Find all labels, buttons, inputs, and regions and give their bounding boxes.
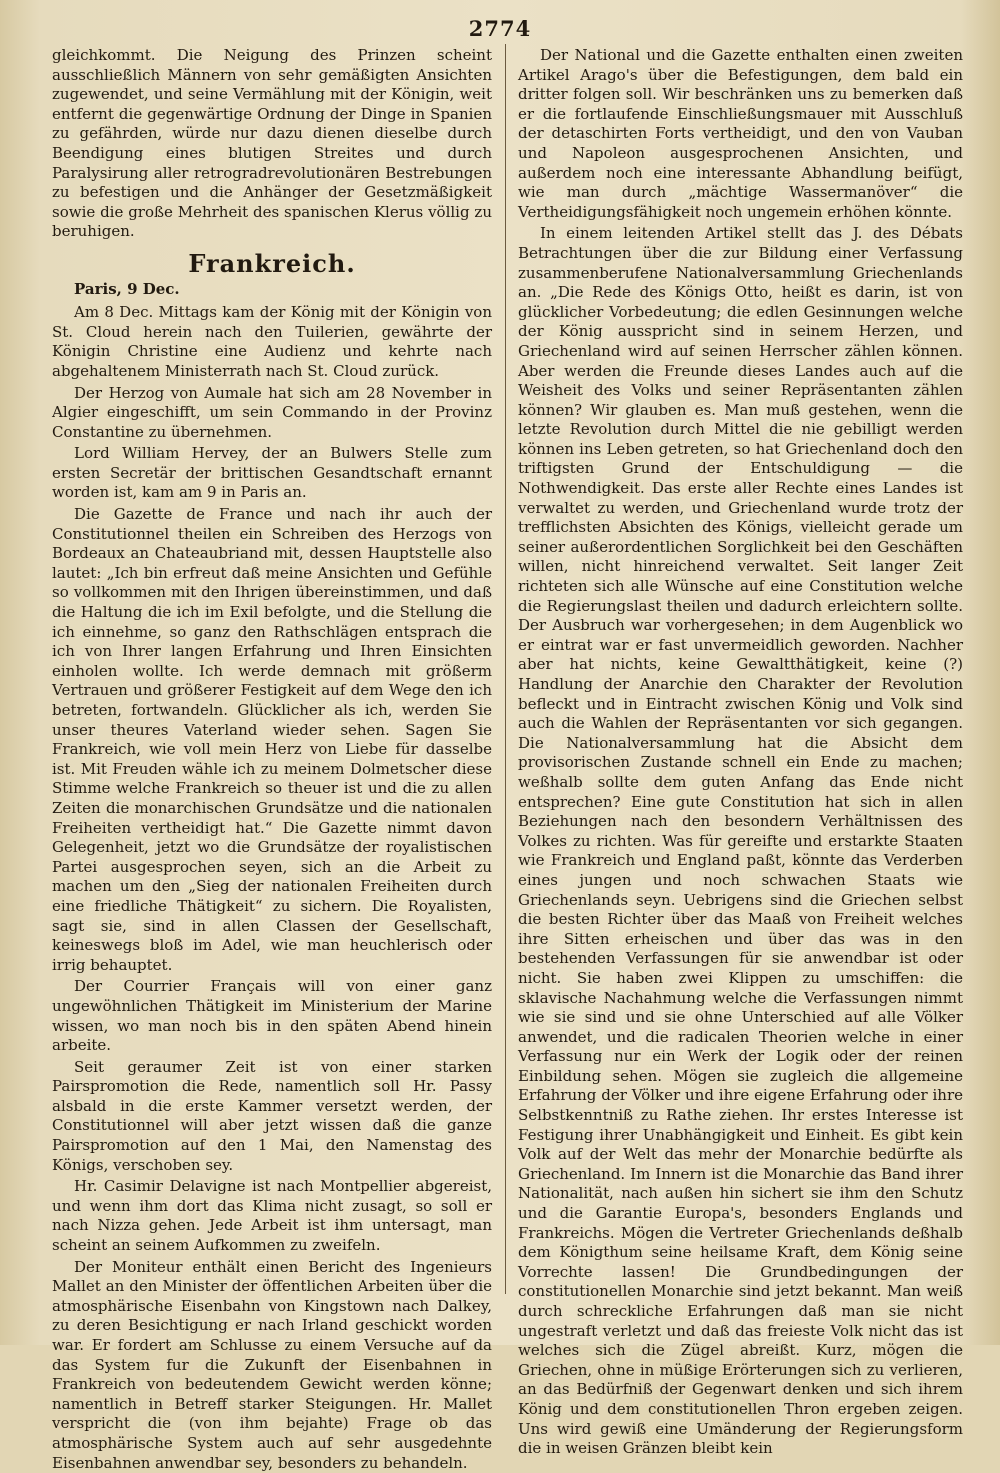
article-paragraph: Die Gazette de France und nach ihr auch der Constitutionnel theilen ein Schreiben des Herzogs von Bordeaux an Chateaubriand mit, dessen Hauptstelle also lautet: „Ich bin erfreut daß meine Ansichten und Gefühle so vollkommen mit den Ihrigen übereinstimmen, und daß die Haltung die ich im Exil befolgte, und die Stellung die ich einnehme, so ganz den Rathschlägen entsprach die ich von Ihrer langen Erfahrung und Ihren Einsichten einholen wollte. Ich werde demnach mit größerm Vertrauen und größerer Festigkeit auf dem Wege den ich betreten, fortwandeln. Glücklicher als ich, werden Sie unser theures Vaterland wieder sehen. Sagen Sie Frankreich, wie voll mein Herz von Liebe für dasselbe ist. Mit Freuden wähle ich zu meinem Dolmetscher diese Stimme welche Frankreich so theuer ist und die zu allen Zeiten die monarchischen Grundsätze und die nationalen Freiheiten vertheidigt hat.“ Die Gazette nimmt davon Gelegenheit, jetzt wo die Grundsätze der royalistischen Partei ausgesprochen seyen, sich an die Arbeit zu machen um den „Sieg der nationalen Freiheiten durch eine friedliche Thätigkeit“ zu sichern. Die Royalisten, sagt sie, sind in allen Classen der Gesellschaft, keineswegs bloß im Adel, wie man heuchlerisch oder irrig behauptet. xyxy=(52,505,492,974)
page-number: 2774 xyxy=(468,16,532,41)
article-paragraph: Der Herzog von Aumale hat sich am 28 November in Algier eingeschifft, um sein Commando in der Provinz Constantine zu übernehmen. xyxy=(52,383,492,441)
article-paragraph: Der Moniteur enthält einen Bericht des Ingenieurs Mallet an den Minister der öffentlichen Arbeiten über die atmosphärische Eisenbahn von Kingstown nach Dalkey, zu deren Besichtigung er nach Irland geschickt worden war. Er fordert am Schlusse zu einem Versuche auf da das System fur die Zukunft der Eisenbahnen in Frankreich von bedeutendem Gewicht werden könne; namentlich in Betreff starker Steigungen. Hr. Mallet verspricht die (von ihm bejahte) Frage ob das atmosphärische System auch auf sehr ausgedehnte Eisenbahnen anwendbar sey, besonders zu behandeln. xyxy=(52,1257,492,1472)
right-column xyxy=(518,46,963,1458)
dateline: Paris, 9 Dec. xyxy=(74,279,180,298)
left-column xyxy=(52,46,492,1472)
article-paragraph: Der Courrier Français will von einer ganz ungewöhnlichen Thätigkeit im Ministerium der Marine wissen, wo man noch bis in den späten Abend hinein arbeite. xyxy=(52,977,492,1055)
article-paragraph: In einem leitenden Artikel stellt das J. des Débats Betrachtungen über die zur Bildung einer Verfassung zusammenberufene Nationalversammlung Griechenlands an. „Die Rede des Königs Otto, heißt es darin, ist von glücklicher Vorbedeutung; die edlen Gesinnungen welche der König ausspricht sind in seinem Herzen, und Griechenland wird auf seinen Herrscher zählen können. Aber werden die Freunde dieses Landes auch auf die Weisheit des Volks und seiner Repräsentanten zählen können? Wir glauben es. Man muß gestehen, wenn die letzte Revolution durch Mittel die nie gebilligt werden können ins Leben getreten, so hat Griechenland doch den triftigsten Grund der Entschuldigung — die Nothwendigkeit. Das erste aller Rechte eines Landes ist verwaltet zu werden, und Griechenland wurde trotz der trefflichsten Absichten des Königs, vielleicht gerade um seiner außerordentlichen Sorglichkeit bei den Geschäften willen, nicht hinreichend verwaltet. Seit langer Zeit richteten sich alle Wünsche auf eine Constitution welche die Regierungslast theilen und dadurch erleichtern sollte. Der Ausbruch war vorhergesehen; in dem Augenblick wo er eintrat war er fast unvermeidlich geworden. Nachher aber hat nichts, keine Gewaltthätigkeit, keine (?) Handlung der Anarchie den Charakter der Revolution befleckt und in Eintracht zwischen König und Volk sind auch die Wahlen der Repräsentanten vor sich gegangen. Die Nationalversammlung hat die Absicht dem provisorischen Zustande schnell ein Ende zu machen; weßhalb sollte dem guten Anfang das Ende nicht entsprechen? Eine gute Constitution hat sich in allen Beziehungen nach den besondern Verhältnissen des Volkes zu richten. Was für gereifte und erstarkte Staaten wie Frankreich und England paßt, könnte das Verderben eines jungen und noch schwachen Staats wie Griechenlands seyn. Uebrigens sind die Griechen selbst die besten Richter über das Maaß von Freiheit welches ihre Sitten erheischen und über das was in den bestehenden Verfassungen für sie anwendbar ist oder nicht. Sie haben zwei Klippen zu umschiffen: die sklavische Nachahmung welche die Verfassungen nimmt wie sie sind und sie ohne Unterschied auf alle Völker anwendet, und die radicalen Theorien welche in einer Verfassung nur ein Werk der Logik oder der reinen Einbildung sehen. Mögen sie zugleich die allgemeine Erfahrung der Völker und ihre eigene Erfahrung oder ihre Selbstkenntniß zu Rathe ziehen. Ihr erstes Interesse ist Festigung ihrer Unabhängigkeit und Einheit. Es gibt kein Volk auf der Welt das mehr der Monarchie bedürfte als Griechenland. Im Innern ist die Monarchie das Band ihrer Nationalität, nach außen hin sichert sie ihm den Schutz und die Garantie Europa's, besonders Englands und Frankreichs. Mögen die Vertreter Griechenlands deßhalb dem Königthum seine heilsame Kraft, dem König seine Vorrechte lassen! Die Grundbedingungen der constitutionellen Monarchie sind jetzt bekannt. Man weiß durch schreckliche Erfahrungen daß man sie nicht ungestraft verletzt und daß das freieste Volk nicht das ist welches sich die Zügel abreißt. Kurz, mögen die Griechen, ohne in müßige Erörterungen sich zu verlieren, an das Bedürfniß der Gegenwart denken und sich ihrem König und dem constitutionellen Thron ergeben zeigen. Uns wird gewiß eine Umänderung der Regierungsform die in weisen Gränzen bleibt kein xyxy=(518,224,963,1458)
section-heading: Frankreich. xyxy=(188,248,356,278)
article-paragraph: Am 8 Dec. Mittags kam der König mit der Königin von St. Cloud herein nach den Tuilerien, gewährte der Königin Christine eine Audienz und kehrte nach abgehaltenem Ministerrath nach St. Cloud zurück. xyxy=(52,303,492,380)
article-paragraph: Hr. Casimir Delavigne ist nach Montpellier abgereist, und wenn ihm dort das Klima nicht zusagt, so soll er nach Nizza gehen. Jede Arbeit ist ihm untersagt, man scheint an seinem Aufkommen zu zweifeln. xyxy=(52,1177,492,1255)
article-paragraph: Der National und die Gazette enthalten einen zweiten Artikel Arago's über die Befestigungen, dem bald ein dritter folgen soll. Wir beschränken uns zu bemerken daß er die fortlaufende Einschließungsmauer mit Ausschluß der detaschirten Forts vertheidigt, und den von Vauban und Napoleon ausgesprochenen Ansichten, und außerdem noch eine interessante Abhandlung beifügt, wie man durch „mächtige Wassermanöver“ die Vertheidigungsfähigkeit noch ungemein erhöhen könnte. xyxy=(518,46,963,221)
article-paragraph: Lord William Hervey, der an Bulwers Stelle zum ersten Secretär der brittischen Gesandtschaft ernannt worden ist, kam am 9 in Paris an. xyxy=(52,444,492,502)
column-divider xyxy=(505,44,506,1294)
article-paragraph: gleichkommt. Die Neigung des Prinzen scheint ausschließlich Männern von sehr gemäßigten Ansichten zugewendet, und seine Vermählung mit der Königin, weit entfernt die gegenwärtige Ordnung der Dinge in Spanien zu gefährden, würde nur dazu dienen dieselbe durch Beendigung eines blutigen Streites und durch Paralysirung aller retrogradrevolutionären Bestrebungen zu befestigen und die Anhänger der Gesetzmäßigkeit sowie die große Mehrheit des spanischen Klerus völlig zu beruhigen. xyxy=(52,46,492,241)
article-paragraph: Seit geraumer Zeit ist von einer starken Pairspromotion die Rede, namentlich soll Hr. Passy alsbald in die erste Kammer versetzt werden, der Constitutionnel will aber jetzt wissen daß die ganze Pairspromotion auf den 1 Mai, den Namenstag des Königs, verschoben sey. xyxy=(52,1057,492,1174)
